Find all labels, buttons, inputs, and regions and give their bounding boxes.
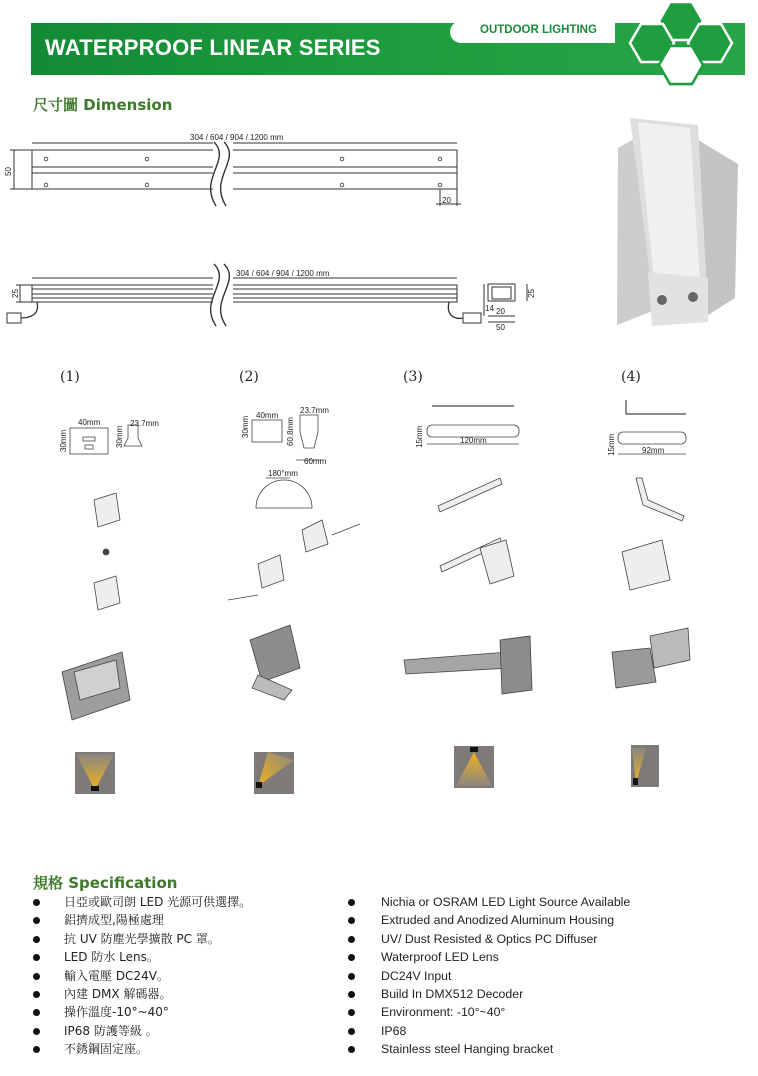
bracket-4-number: (4) xyxy=(621,369,641,385)
spec-text: 操作溫度-10°~40° xyxy=(64,1005,169,1020)
bracket-2-base-label: 60mm xyxy=(304,457,327,466)
bullet-icon xyxy=(33,1046,40,1053)
spec-heading-cn: 規格 xyxy=(33,874,64,892)
bracket-1-width-label: 40mm xyxy=(78,418,101,427)
spec-text: 抗 UV 防塵光學擴散 PC 罩。 xyxy=(64,931,220,946)
top-height-label: 50 xyxy=(4,167,13,176)
side-length-label: 304 / 604 / 904 / 1200 mm xyxy=(236,269,330,278)
bullet-icon xyxy=(348,899,355,906)
spec-text: Nichia or OSRAM LED Light Source Available xyxy=(381,895,631,909)
bracket-4-drawing xyxy=(612,400,690,688)
light-effect-3 xyxy=(454,746,494,788)
profile-width-label: 50 xyxy=(496,323,505,332)
dimension-heading-cn: 尺寸圖 xyxy=(33,96,79,114)
spec-text: 內建 DMX 解碼器。 xyxy=(64,986,172,1001)
side-height-label: 25 xyxy=(11,289,20,298)
top-length-label: 304 / 604 / 904 / 1200 mm xyxy=(190,133,284,142)
bullet-icon xyxy=(348,936,355,943)
top-view-drawing xyxy=(10,140,461,208)
top-end-label: 20 xyxy=(442,196,451,205)
profile-inner-label: 14 xyxy=(485,304,494,313)
bracket-3-drawing xyxy=(404,406,532,694)
bullet-icon xyxy=(348,917,355,924)
product-photo xyxy=(617,118,738,326)
bracket-2-number: (2) xyxy=(239,369,259,385)
bullet-icon xyxy=(348,973,355,980)
page-title: WATERPROOF LINEAR SERIES xyxy=(45,35,381,60)
spec-text: IP68 防護等級 。 xyxy=(64,1023,158,1038)
bracket-2-height-label: 30mm xyxy=(241,415,250,438)
bracket-3-height-label: 15mm xyxy=(415,425,424,448)
bullet-icon xyxy=(33,991,40,998)
bullet-icon xyxy=(33,954,40,961)
bracket-2-drawing xyxy=(228,415,360,700)
spec-text: 日亞或歐司朗 LED 光源可供選擇。 xyxy=(64,895,252,909)
spec-text: UV/ Dust Resisted & Optics PC Diffuser xyxy=(381,931,598,946)
bracket-2-width-label: 40mm xyxy=(256,411,279,420)
spec-text: 鋁擠成型,陽極處理 xyxy=(64,913,164,928)
bullet-icon xyxy=(348,1009,355,1016)
light-effect-1 xyxy=(75,752,115,794)
spec-text: Stainless steel Hanging bracket xyxy=(381,1042,554,1057)
bullet-icon xyxy=(33,1028,40,1035)
bracket-1-height2-label: 30mm xyxy=(115,425,124,448)
bracket-1-drawing xyxy=(62,425,142,720)
spec-heading-en: Specification xyxy=(68,874,178,892)
bullet-icon xyxy=(33,917,40,924)
bullet-icon xyxy=(348,991,355,998)
bracket-3-number: (3) xyxy=(403,369,423,385)
spec-text: Extruded and Anodized Aluminum Housing xyxy=(381,913,615,928)
bracket-2-total-label: 60.8mm xyxy=(286,417,295,446)
bracket-1-number: (1) xyxy=(60,369,80,385)
bullet-icon xyxy=(348,1046,355,1053)
category-tag: OUTDOOR LIGHTING xyxy=(480,24,597,36)
bullet-icon xyxy=(33,973,40,980)
dimension-heading-en: Dimension xyxy=(83,96,173,114)
profile-base-label: 20 xyxy=(496,307,505,316)
bracket-4-height-label: 15mm xyxy=(607,433,616,456)
spec-text: LED 防水 Lens。 xyxy=(64,950,159,965)
bullet-icon xyxy=(33,899,40,906)
spec-text: IP68 xyxy=(381,1023,407,1038)
bullet-icon xyxy=(348,954,355,961)
bracket-2-angle-label: 180°mm xyxy=(268,469,298,478)
bracket-2-depth-label: 23.7mm xyxy=(300,406,329,415)
bracket-4-length-label: 92mm xyxy=(642,446,665,455)
spec-text: Waterproof LED Lens xyxy=(381,950,499,965)
spec-heading xyxy=(33,872,177,893)
light-effect-2 xyxy=(254,752,294,794)
bullet-icon xyxy=(348,1028,355,1035)
bullet-icon xyxy=(33,936,40,943)
spec-text: DC24V Input xyxy=(381,968,452,983)
bracket-1-depth-label: 23.7mm xyxy=(130,419,159,428)
bracket-1-height-label: 30mm xyxy=(59,429,68,452)
spec-text: Environment: -10°~40° xyxy=(381,1005,506,1020)
light-effect-4 xyxy=(631,745,659,787)
profile-height-label: 25 xyxy=(527,289,536,298)
bracket-3-length-label: 120mm xyxy=(460,436,487,445)
spec-text: 輸入電壓 DC24V。 xyxy=(64,968,169,983)
spec-text: 不銹鋼固定座。 xyxy=(64,1042,149,1057)
bullet-icon xyxy=(33,1009,40,1016)
spec-text: Build In DMX512 Decoder xyxy=(381,986,524,1001)
